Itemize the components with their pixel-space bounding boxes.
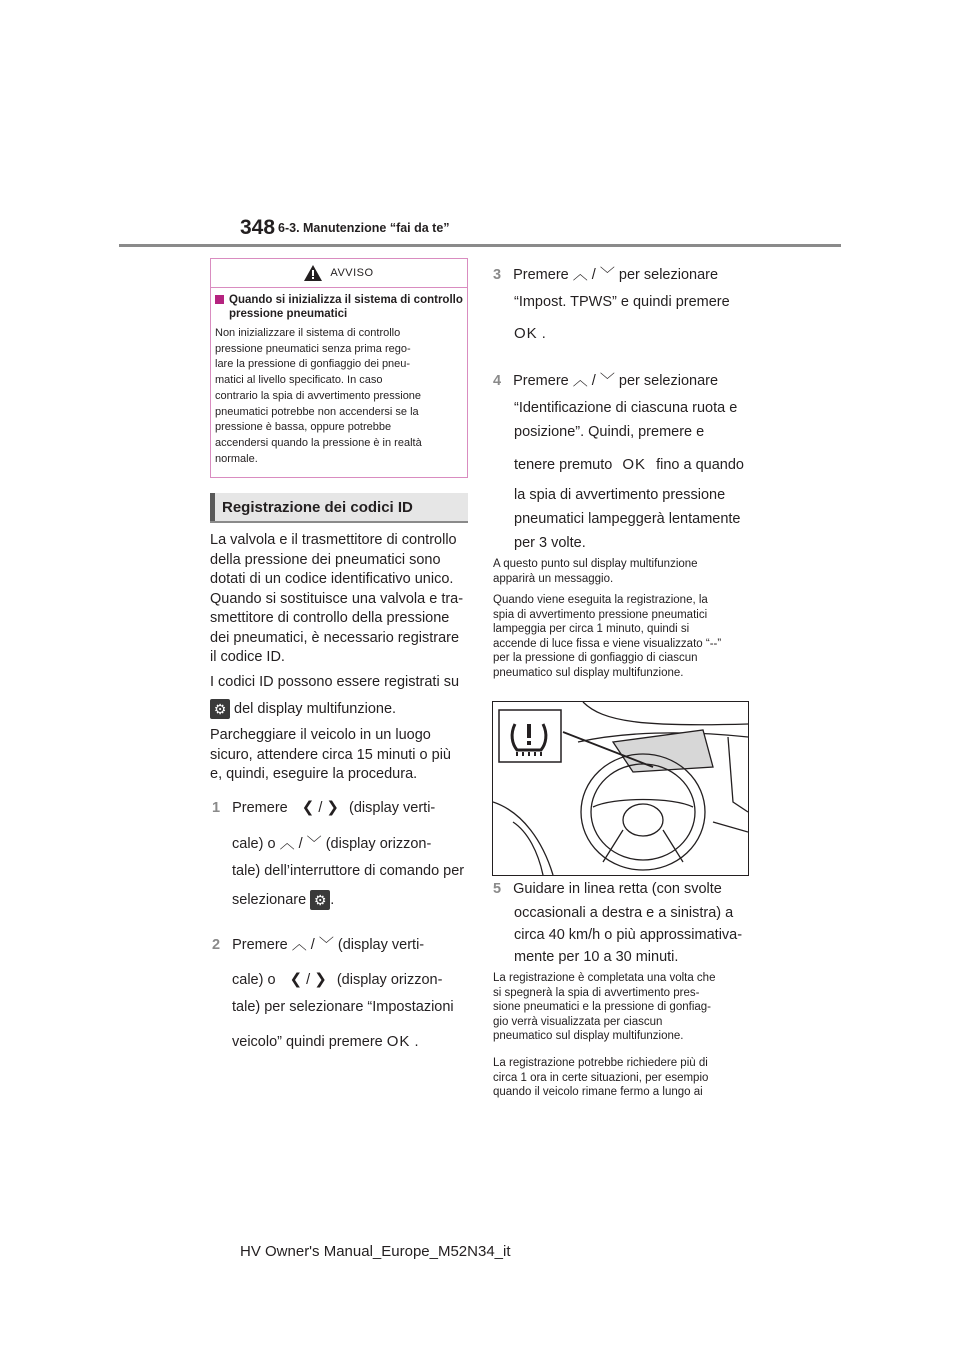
text-fragment: Premere (513, 373, 569, 389)
text-line: smettitore di controllo della pressione (210, 610, 450, 626)
heading-bar (210, 493, 215, 521)
gear-icon: ⚙ (210, 699, 230, 719)
chevron-down-icon: ﹀ (599, 266, 615, 283)
intro-paragraph-3 (210, 726, 470, 785)
warning-line: Non inizializzare il sistema di controllo (215, 327, 401, 339)
intro-paragraph (210, 531, 470, 668)
step-4-line: per 3 volte. (514, 535, 586, 551)
slash: / (310, 937, 315, 953)
ok-icon: OK (622, 456, 647, 473)
warning-icon (304, 265, 322, 281)
heading-text: Registrazione dei codici ID (222, 498, 413, 516)
note-line: pneumatico sul display multifunzione. (493, 1030, 684, 1042)
text-line: dotati di un codice identificativo unico. (210, 571, 454, 587)
step-1-line: tale) dell’interruttore di comando per (232, 863, 465, 879)
text-line: della pressione dei pneumatici sono (210, 551, 441, 568)
text-fragment: . (541, 326, 546, 342)
note-line: per la pressione di gonfiaggio di ciascun (493, 652, 698, 664)
warning-line: accendersi quando la pressione è in realtà (215, 436, 422, 449)
bullet-square-icon (215, 295, 224, 304)
note-4 (493, 1056, 755, 1100)
text-fragment: fino a quando (656, 457, 744, 473)
section-heading (210, 493, 468, 523)
step-4-line: “Identificazione di ciascuna ruota e (514, 400, 738, 416)
text-fragment: . (414, 1034, 419, 1050)
chevron-down-icon: ﹀ (599, 372, 615, 389)
step-3 (493, 265, 718, 286)
text-fragment: Premere (513, 267, 569, 283)
step-4 (493, 371, 718, 392)
text-fragment: (display verti- (349, 800, 436, 816)
text-fragment: cale) o (232, 972, 276, 988)
chevron-left-icon: ❮ (301, 799, 315, 816)
warning-body (215, 326, 465, 467)
step-3-line: “Impost. TPWS” e quindi premere (514, 294, 730, 310)
text-fragment: per selezionare (618, 267, 719, 283)
slash: / (591, 267, 596, 283)
note-line: circa 1 ora in certe situazioni, per esempio (493, 1071, 709, 1084)
step-number: 3 (493, 267, 502, 283)
step-number: 5 (493, 881, 502, 897)
step-5-line: mente per 10 a 30 minuti. (514, 949, 679, 965)
step-5-lines (514, 902, 742, 968)
warning-line: matici al livello specificato. In caso (215, 374, 383, 387)
step-5 (493, 880, 755, 900)
text-fragment: Premere (232, 800, 288, 816)
warning-subtitle (215, 293, 465, 321)
ok-icon: OK (386, 1033, 411, 1050)
dashboard-drawing (493, 702, 748, 875)
chevron-down-icon: ﹀ (306, 835, 322, 852)
warning-line: normale. (215, 452, 258, 465)
warning-title: AVVISO (330, 267, 374, 279)
chevron-up-icon: ︿ (572, 266, 588, 283)
text-fragment: (display orizzon- (325, 836, 432, 852)
warning-line: pressione è bassa, oppure potrebbe (215, 421, 392, 434)
note-3 (493, 971, 755, 1044)
warning-subtitle-text: Quando si inizializza il sistema di controllo pressione pneumatici (229, 294, 463, 320)
warning-line: pressione pneumatici senza prima rego- (215, 342, 411, 355)
text-fragment: . (330, 891, 335, 908)
note-line: pneumatico sul display multifunzione. (493, 666, 684, 679)
text-fragment: tenere premuto (514, 457, 613, 473)
chevron-right-icon: ❯ (314, 971, 327, 988)
note-line: Quando viene eseguita la registrazione, la (493, 594, 708, 606)
note-line: lampeggia per circa 1 minuto, quindi si (493, 623, 690, 635)
step-number: 2 (212, 937, 221, 953)
text-line: dei pneumatici, è necessario registrare (210, 629, 460, 646)
chevron-up-icon: ︿ (291, 936, 307, 953)
page-number: 348 (240, 216, 276, 239)
intro-line-icon (210, 699, 396, 719)
note-line: gio verrà visualizzata per ciascun (493, 1015, 663, 1028)
note-line: spia di avvertimento pressione pneumatici (493, 608, 708, 621)
step-2-line (232, 1032, 419, 1053)
text-line: e, quindi, eseguire la procedura. (210, 766, 418, 782)
step-number: 4 (493, 373, 502, 389)
step-3-line (514, 324, 546, 345)
step-4-line: pneumatici lampeggerà lentamente (514, 511, 741, 527)
step-4-line: la spia di avvertimento pressione (514, 487, 726, 503)
step-number: 1 (212, 800, 221, 816)
step-5-line: occasionali a destra e a sinistra) a (514, 905, 734, 921)
slash: / (591, 373, 596, 389)
step-2-line: tale) per selezionare “Impostazioni (232, 999, 454, 1015)
note-line: apparirà un messaggio. (493, 572, 614, 585)
text-fragment: Guidare in linea retta (con svolte (513, 881, 722, 897)
chevron-left-icon: ❮ (289, 971, 303, 988)
text-fragment: (display verti- (337, 937, 425, 953)
warning-box (210, 258, 468, 478)
text-line: La valvola e il trasmettitore di controllo (210, 532, 457, 548)
note-line: A questo punto sul display multifunzione (493, 558, 698, 570)
text-fragment: selezionare (232, 891, 307, 908)
footer-text: HV Owner's Manual_Europe_M52N34_it (240, 1243, 511, 1260)
ok-icon: OK (514, 325, 538, 342)
text-fragment: (display orizzon- (336, 972, 443, 988)
gear-icon: ⚙ (310, 890, 330, 910)
text-fragment: cale) o (232, 836, 276, 852)
text-line: Parcheggiare il veicolo in un luogo (210, 727, 431, 743)
intro-line: I codici ID possono essere registrati su (210, 674, 460, 690)
text-fragment: veicolo” quindi premere (232, 1034, 383, 1050)
text-line: il codice ID. (210, 649, 285, 665)
chevron-up-icon: ︿ (572, 372, 588, 389)
chevron-right-icon: ❯ (326, 799, 339, 816)
text-fragment: Premere (232, 937, 288, 953)
text-fragment: del display multifunzione. (234, 700, 397, 717)
section-title: 6-3. Manutenzione “fai da te” (278, 221, 450, 235)
note-line: quando il veicolo rimane fermo a lungo ai (493, 1086, 703, 1098)
step-2 (212, 935, 424, 956)
step-1-line (232, 834, 431, 855)
text-line: sicuro, attendere circa 15 minuti o più (210, 746, 451, 763)
chevron-up-icon: ︿ (279, 835, 295, 852)
header-rule (119, 244, 841, 247)
warning-line: contrario la spia di avvertimento pressione (215, 389, 422, 402)
text-line: Quando si sostituisce una valvola e tra- (210, 590, 464, 607)
note-line: si spegnerà la spia di avvertimento pres- (493, 986, 700, 999)
note-line: accende di luce fissa e viene visualizzato “--” (493, 637, 722, 650)
step-4-line: posizione”. Quindi, premere e (514, 424, 705, 440)
dashboard-illustration (492, 701, 749, 876)
note-line: sione pneumatici e la pressione di gonfiag- (493, 1001, 711, 1013)
warning-line: pneumatici potrebbe non accendersi se la (215, 405, 419, 418)
slash: / (298, 836, 303, 852)
note-2 (493, 593, 753, 680)
step-5-line: circa 40 km/h o più approssimativa- (514, 927, 743, 943)
slash: / (306, 972, 311, 988)
chevron-down-icon: ﹀ (318, 936, 334, 953)
note-line: La registrazione è completata una volta che (493, 972, 716, 984)
step-1 (212, 798, 435, 819)
note-line: La registrazione potrebbe richiedere più di (493, 1057, 708, 1069)
warning-header (211, 259, 467, 288)
step-4-line (514, 455, 744, 476)
slash: / (318, 800, 323, 816)
text-fragment: per selezionare (618, 373, 719, 389)
note-1 (493, 557, 753, 586)
step-2-line (232, 970, 442, 991)
warning-line: lare la pressione di gonfiaggio dei pneu- (215, 358, 411, 371)
step-1-line (232, 890, 334, 910)
